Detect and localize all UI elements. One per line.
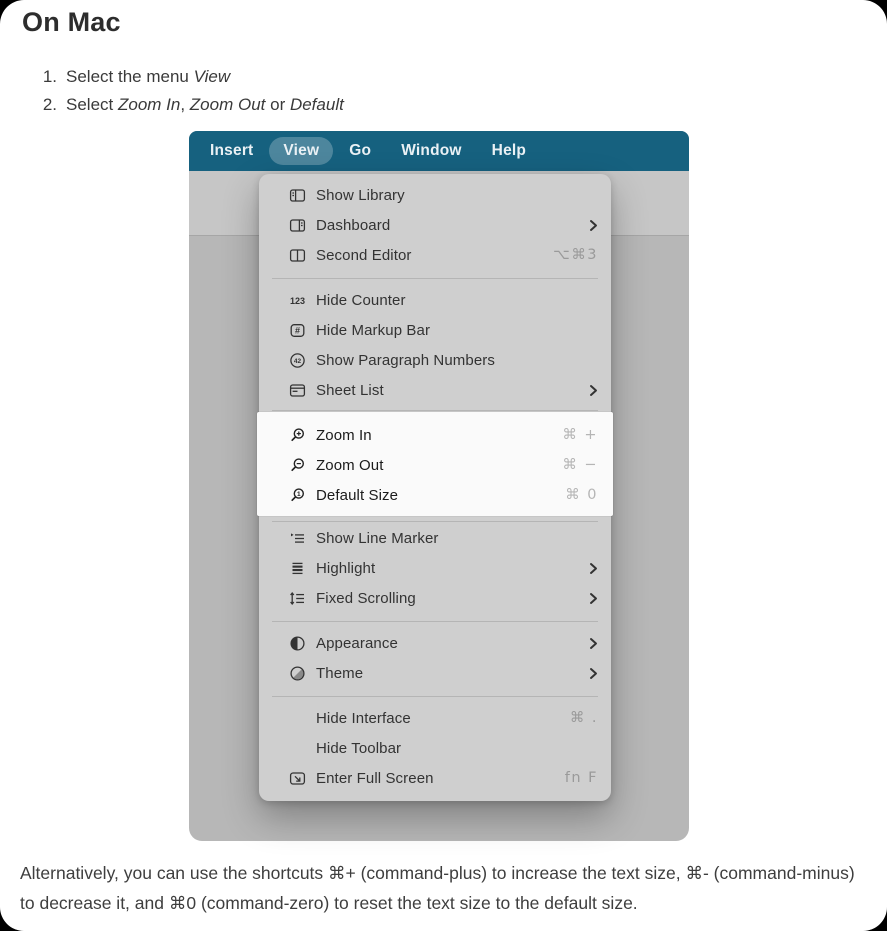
app-screenshot	[189, 131, 689, 841]
step-number: 1.	[42, 67, 57, 86]
step-text	[66, 63, 230, 91]
menu-item-label: Sheet List	[316, 381, 384, 399]
menubar-item-insert[interactable]: Insert	[210, 142, 254, 159]
menu-item-label: Show Paragraph Numbers	[316, 351, 495, 369]
menu-item-label: Theme	[316, 664, 364, 682]
sheet-list-icon	[288, 382, 307, 399]
menu-item-label: Hide Markup Bar	[316, 321, 431, 339]
menu-item-accessory	[589, 667, 598, 680]
svg-text:#: #	[294, 325, 301, 336]
menu-item-accessory	[553, 247, 598, 263]
menu-bar	[189, 131, 689, 171]
menu-item-dashboard[interactable]	[259, 210, 611, 240]
menu-item-label: Zoom Out	[316, 456, 384, 474]
menu-item-label: Enter Full Screen	[316, 769, 434, 787]
menu-item-highlight[interactable]	[259, 553, 611, 583]
zoom-out-icon	[288, 457, 307, 474]
menu-item-accessory	[562, 427, 598, 443]
menu-item-accessory	[589, 384, 598, 397]
dashboard-icon	[288, 217, 307, 234]
zoom-highlight-box	[257, 412, 613, 516]
menu-item-label: Second Editor	[316, 246, 412, 264]
instruction-step	[34, 91, 344, 119]
appearance-icon	[288, 635, 307, 652]
menu-item-label: Hide Interface	[316, 709, 411, 727]
svg-text:123: 123	[289, 295, 306, 306]
menu-item-accessory	[589, 637, 598, 650]
menu-item-hide-counter[interactable]	[259, 285, 611, 315]
menu-item-label: Highlight	[316, 559, 376, 577]
menu-item-label: Show Line Marker	[316, 529, 439, 547]
instruction-steps	[34, 63, 344, 118]
chevron-right-icon	[589, 637, 598, 650]
highlight-icon	[288, 560, 307, 577]
menu-separator	[259, 613, 611, 628]
menu-item-accessory	[589, 562, 598, 575]
menu-item-theme[interactable]	[259, 658, 611, 688]
shortcut-hint: ⌘ 0	[565, 487, 598, 503]
menu-item-appearance[interactable]	[259, 628, 611, 658]
menu-item-sheet-list[interactable]	[259, 375, 611, 405]
menu-item-show-paragraph-numbers[interactable]	[259, 345, 611, 375]
step-text-segment: Select the menu	[66, 67, 194, 86]
svg-text:1: 1	[296, 490, 301, 498]
menu-item-label: Show Library	[316, 186, 405, 204]
view-dropdown-menu	[259, 174, 611, 801]
shortcut-hint: ⌘ −	[562, 457, 598, 473]
menu-item-show-line-marker[interactable]	[259, 523, 611, 553]
shortcut-hint: ⌘ +	[562, 427, 598, 443]
menu-item-accessory	[565, 770, 598, 786]
step-text-segment: ,	[180, 94, 190, 114]
menu-item-label: Hide Counter	[316, 291, 406, 309]
step-number: 2.	[42, 94, 57, 114]
menu-item-default-size[interactable]	[259, 480, 611, 510]
menu-separator	[259, 270, 611, 285]
paragraph-numbers-icon	[288, 352, 307, 369]
menu-item-accessory	[589, 592, 598, 605]
menu-item-hide-markup-bar[interactable]	[259, 315, 611, 345]
instruction-step	[34, 63, 344, 91]
menu-item-label: Fixed Scrolling	[316, 589, 416, 607]
menu-item-label: Dashboard	[316, 216, 391, 234]
menu-separator	[259, 516, 611, 523]
step-text-emphasis: Default	[289, 94, 344, 114]
menu-item-show-library[interactable]	[259, 180, 611, 210]
shortcut-hint: ⌘ .	[569, 710, 598, 726]
menu-separator	[259, 405, 611, 412]
page-title: On Mac	[22, 7, 121, 37]
menu-item-label: Hide Toolbar	[316, 739, 402, 757]
second-editor-icon	[288, 247, 307, 264]
menubar-item-window[interactable]: Window	[401, 142, 462, 159]
menu-item-label: Zoom In	[316, 426, 372, 444]
menu-item-accessory	[565, 487, 598, 503]
chevron-right-icon	[589, 219, 598, 232]
menubar-item-go[interactable]: Go	[349, 142, 372, 159]
chevron-right-icon	[589, 562, 598, 575]
shortcut-hint: ⌥⌘3	[553, 247, 598, 263]
fixed-scrolling-icon	[288, 590, 307, 607]
menu-item-second-editor[interactable]	[259, 240, 611, 270]
menu-item-fixed-scrolling[interactable]	[259, 583, 611, 613]
chevron-right-icon	[589, 667, 598, 680]
menu-item-hide-interface[interactable]	[259, 703, 611, 733]
menu-item-enter-full-screen[interactable]	[259, 763, 611, 793]
show-library-icon	[288, 187, 307, 204]
step-text-segment: Select	[66, 94, 118, 114]
default-size-icon	[288, 487, 307, 504]
menubar-item-view[interactable]: View	[269, 137, 333, 165]
step-text-segment: or	[265, 94, 290, 114]
step-text-emphasis: View	[193, 67, 231, 86]
shortcut-hint: fn F	[564, 770, 598, 786]
full-screen-icon	[288, 770, 307, 787]
menu-item-accessory	[570, 710, 598, 726]
line-marker-icon	[288, 530, 307, 547]
step-text-emphasis: Zoom Out	[189, 94, 266, 114]
zoom-in-icon	[288, 427, 307, 444]
menu-item-zoom-out[interactable]	[259, 450, 611, 480]
menu-item-label: Default Size	[316, 486, 399, 504]
chevron-right-icon	[589, 384, 598, 397]
markup-bar-icon	[288, 322, 307, 339]
footer-note: Alternatively, you can use the shortcuts ⌘+ (command-plus) to increase the text size, ⌘- (command-minus) to decrease it, and ⌘0 (command-zero) to reset the text size to the default size.	[20, 863, 855, 913]
menu-item-accessory	[589, 219, 598, 232]
step-text	[66, 91, 344, 119]
menu-item-label: Appearance	[316, 634, 398, 652]
step-text-emphasis: Zoom In	[117, 94, 181, 114]
menu-item-accessory	[562, 457, 598, 473]
menu-item-hide-toolbar[interactable]	[259, 733, 611, 763]
menu-item-zoom-in[interactable]	[259, 420, 611, 450]
chevron-right-icon	[589, 592, 598, 605]
counter-123-icon	[288, 292, 307, 309]
menu-separator	[259, 688, 611, 703]
theme-icon	[288, 665, 307, 682]
svg-text:42: 42	[293, 357, 302, 365]
menubar-item-help[interactable]: Help	[491, 142, 527, 159]
